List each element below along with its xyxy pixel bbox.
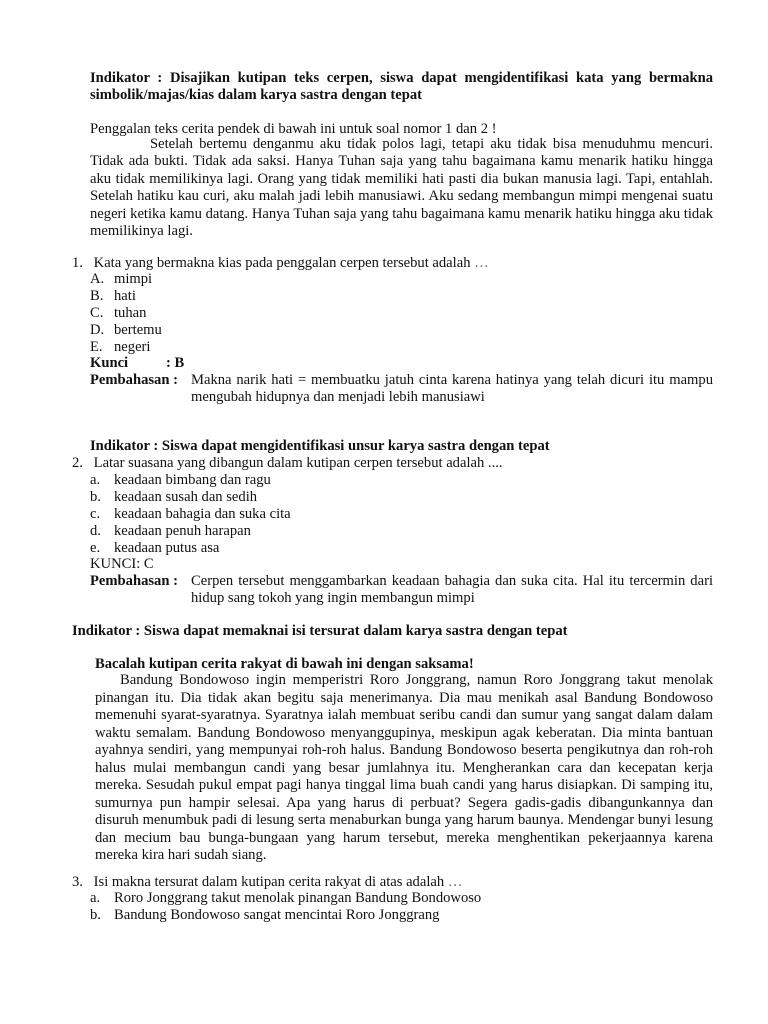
q1-pembahasan-label: Pembahasan :	[90, 372, 178, 388]
q2-pembahasan-label: Pembahasan :	[90, 573, 178, 589]
option-marker: b.	[90, 489, 101, 505]
question-2-number: 2.	[72, 455, 83, 471]
indikator-2: Indikator : Siswa dapat mengidentifikasi unsur karya sastra dengan tepat	[90, 438, 550, 454]
option-text: bertemu	[114, 322, 162, 338]
question-3-text: Isi makna tersurat dalam kutipan cerita rakyat di atas adalah	[93, 874, 445, 890]
option-marker: e.	[90, 540, 101, 556]
option-marker: B.	[90, 288, 104, 304]
option-marker: b.	[90, 907, 101, 923]
option-marker: a.	[90, 472, 101, 488]
passage-1-text: Setelah bertemu denganmu aku tidak polos lagi, tetapi aku tidak bisa menuduhmu mencuri. Tidak ada bukti. Tidak ada saksi. Hanya Tuhan saja yang tahu bagaimana kamu menarik hatiku hingga aku tidak memilikinya lagi. Orang yang tidak memiliki hati pasti dia bukan manusia lagi. Tapi, entahlah. Setelah hatiku kau curi, aku malah jadi lebih manusiawi. Aku sedang membangun mimpi mengenai suatu negeri ketika kamu datang. Hanya Tuhan saja yang tahu bagaimana kamu menarik hatiku hingga aku tidak memilikinya lagi.	[90, 136, 713, 240]
indikator-1-line1: Indikator : Disajikan kutipan teks cerpen, siswa dapat mengidentifikasi kata yang bermakna	[90, 70, 713, 86]
question-2-text: Latar suasana yang dibangun dalam kutipan cerpen tersebut adalah ....	[93, 455, 503, 471]
q3-option-b[interactable]	[90, 907, 439, 924]
q2-option-e[interactable]	[90, 540, 219, 557]
q1-kunci-value: : B	[166, 355, 185, 371]
option-text: keadaan bahagia dan suka cita	[114, 506, 291, 522]
option-marker: D.	[90, 322, 105, 338]
question-2	[72, 455, 713, 472]
q1-option-c[interactable]	[90, 305, 146, 322]
option-text: tuhan	[114, 305, 147, 321]
indikator-1-line2: simbolik/majas/kias dalam karya sastra dengan tepat	[90, 87, 423, 103]
option-marker: d.	[90, 523, 101, 539]
question-1-ellipsis: …	[474, 255, 489, 271]
q1-kunci	[90, 355, 184, 372]
q1-option-b[interactable]	[90, 288, 136, 305]
option-text: hati	[114, 288, 136, 304]
option-text: keadaan penuh harapan	[114, 523, 251, 539]
q1-option-e[interactable]	[90, 339, 150, 356]
indikator-1	[90, 70, 713, 104]
option-text: keadaan bimbang dan ragu	[114, 472, 271, 488]
option-text: Roro Jonggrang takut menolak pinangan Bandung Bondowoso	[114, 890, 482, 906]
option-text: keadaan putus asa	[114, 540, 220, 556]
question-3-ellipsis: …	[447, 874, 463, 890]
q2-pembahasan	[90, 573, 713, 607]
option-marker: A.	[90, 271, 105, 287]
q2-option-c[interactable]	[90, 506, 291, 523]
option-text: mimpi	[114, 271, 153, 287]
q1-kunci-label: Kunci	[90, 355, 129, 371]
option-text: Bandung Bondowoso sangat mencintai Roro Jonggrang	[114, 907, 440, 923]
q1-option-d[interactable]	[90, 322, 162, 339]
q2-option-b[interactable]	[90, 489, 257, 506]
question-1-text: Kata yang bermakna kias pada penggalan cerpen tersebut adalah	[93, 255, 471, 271]
option-marker: c.	[90, 506, 101, 522]
q1-option-a[interactable]	[90, 271, 152, 288]
passage-2-text: Bandung Bondowoso ingin memperistri Roro Jonggrang, namun Roro Jonggrang takut menolak pinangan itu. Dia tidak akan begitu saja menerimanya. Dia mau menikah asal Bandung Bondowoso memenuhi syarat-syaratnya. Syaratnya ialah membuat seribu candi dan sumur yang sangat dalam dalam waktu semalam. Bandung Bondowoso menyanggupinya, meskipun agak keberatan. Dia minta bantuan ayahnya sendiri, yang mempunyai roh-roh halus. Bandung Bondowoso beserta pengikutnya dan roh-roh halus mulai membangun candi yang besar jumlahnya itu. Mengherankan cara dan kecepatan kerja mereka. Sesudah pukul empat pagi hanya tinggal lima buah candi yang harus disiapkan. Di samping itu, sumurnya pun hampir selesai. Apa yang harus di perbuat? Segera gadis-gadis dibangunkannya dan disuruh menumbuk padi di lesung serta menaburkan bunga yang harum baunya. Mendengar bunyi lesung dan mecium bau bunga-bungaan yang harum tersebut, mereka menghentikan pekerjaannya karena mereka kira hari sudah siang.	[95, 672, 713, 863]
q1-pembahasan	[90, 372, 713, 406]
q2-option-a[interactable]	[90, 472, 271, 489]
question-3	[72, 874, 713, 891]
q2-option-d[interactable]	[90, 523, 251, 540]
q2-kunci: KUNCI: C	[90, 556, 154, 572]
question-1-number: 1.	[72, 255, 83, 271]
option-marker: C.	[90, 305, 104, 321]
q2-pembahasan-text: Cerpen tersebut menggambarkan keadaan bahagia dan suka cita. Hal itu tercermin dari hidup sang tokoh yang ingin membangun mimpi	[191, 573, 713, 606]
option-text: negeri	[114, 339, 151, 355]
passage-2-heading: Bacalah kutipan cerita rakyat di bawah ini dengan saksama!	[95, 656, 474, 672]
passage-1-intro: Penggalan teks cerita pendek di bawah ini untuk soal nomor 1 dan 2 !	[90, 121, 497, 137]
question-3-number: 3.	[72, 874, 83, 890]
option-text: keadaan susah dan sedih	[114, 489, 258, 505]
q1-pembahasan-text: Makna narik hati = membuatku jatuh cinta karena hatinya yang telah dicuri itu mampu mengubah hidupnya dan menjadi lebih manusiawi	[191, 372, 713, 405]
q3-option-a[interactable]	[90, 890, 481, 907]
indikator-3: Indikator : Siswa dapat memaknai isi tersurat dalam karya sastra dengan tepat	[72, 623, 568, 639]
option-marker: E.	[90, 339, 103, 355]
question-1	[72, 255, 713, 272]
option-marker: a.	[90, 890, 101, 906]
